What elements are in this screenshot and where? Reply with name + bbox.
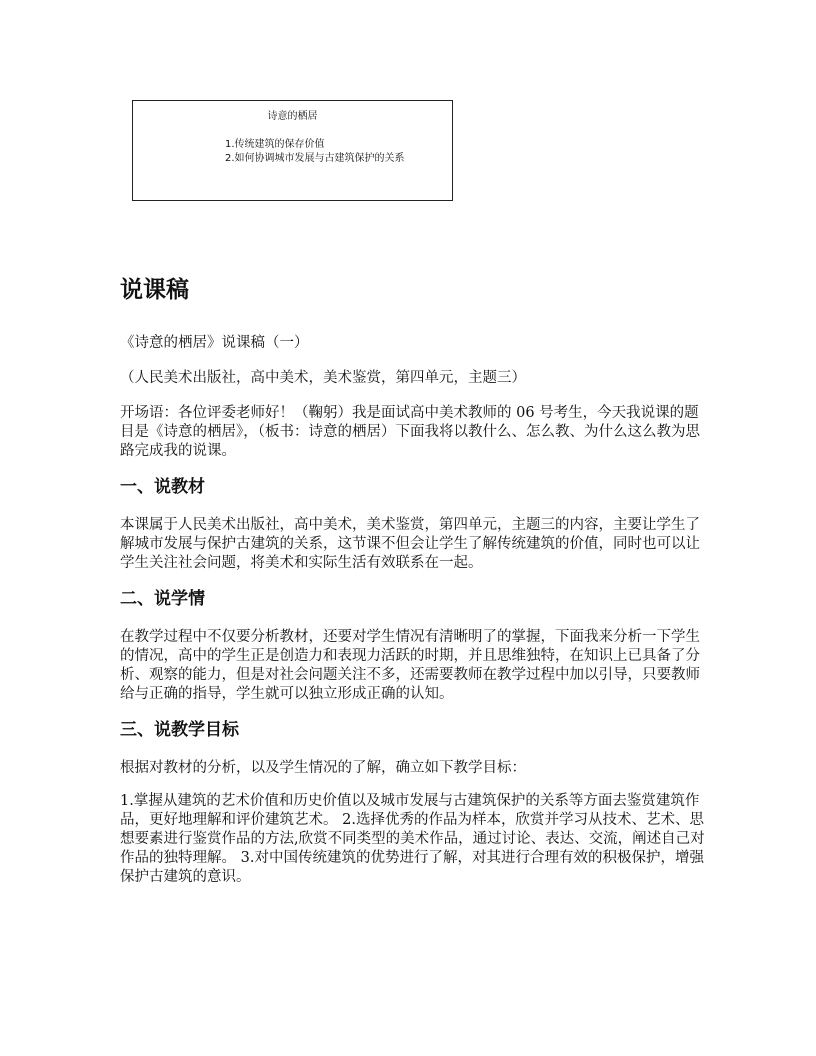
board-point: 2.如何协调城市发展与古建筑保护的关系 bbox=[225, 153, 405, 164]
opening-paragraph: 开场语：各位评委老师好！（鞠躬）我是面试高中美术教师的 06 号考生，今天我说课的题目是《诗意的栖居》，（板书：诗意的栖居）下面我将以教什么、怎么教、为什么这么教为思路完成我的说课。 bbox=[120, 405, 700, 459]
board-point: 1.传统建筑的保存价值 bbox=[225, 139, 325, 150]
section-paragraph: 根据对教材的分析，以及学生情况的了解，确立如下教学目标： bbox=[120, 760, 526, 776]
blackboard-design-box bbox=[132, 100, 453, 201]
section-heading-students: 二、说学情 bbox=[120, 589, 205, 609]
document-title: 说课稿 bbox=[120, 277, 189, 303]
document-subtitle: 《诗意的栖居》说课稿（一） bbox=[120, 335, 309, 351]
section-heading-objectives: 三、说教学目标 bbox=[120, 720, 239, 740]
section-paragraph: 在教学过程中不仅要分析教材，还要对学生情况有清晰明了的掌握，下面我来分析一下学生的情况，高中的学生正是创造力和表现力活跃的时期，并且思维独特，在知识上已具备了分析、观察的能力，但是对社会问题关注不多，还需要教师在教学过程中加以引导，只要教师给与正确的指导，学生就可以独立形成正确的认知。 bbox=[120, 629, 700, 702]
document-body bbox=[120, 274, 706, 901]
section-heading-textbook: 一、说教材 bbox=[120, 477, 205, 497]
board-points bbox=[225, 138, 405, 166]
section-paragraph: 1.掌握从建筑的艺术价值和历史价值以及城市发展与古建筑保护的关系等方面去鉴赏建筑作品，更好地理解和评价建筑艺术。 2.选择优秀的作品为样本，欣赏并学习从技术、艺术、思想要素进行鉴赏作品的方法,欣赏不同类型的美术作品，通过讨论、表达、交流，阐述自己对作品的独特理解。 3.对中国传统建筑的优势进行了解，对其进行合理有效的积极保护，增强保护古建筑的意识。 bbox=[120, 793, 705, 885]
board-title: 诗意的栖居 bbox=[267, 111, 318, 122]
document-source: （人民美术出版社，高中美术，美术鉴赏，第四单元，主题三） bbox=[120, 370, 526, 386]
section-paragraph: 本课属于人民美术出版社，高中美术，美术鉴赏，第四单元，主题三的内容，主要让学生了解城市发展与保护古建筑的关系，这节课不但会让学生了解传统建筑的价值，同时也可以让学生关注社会问题，将美术和实际生活有效联系在一起。 bbox=[120, 517, 700, 571]
